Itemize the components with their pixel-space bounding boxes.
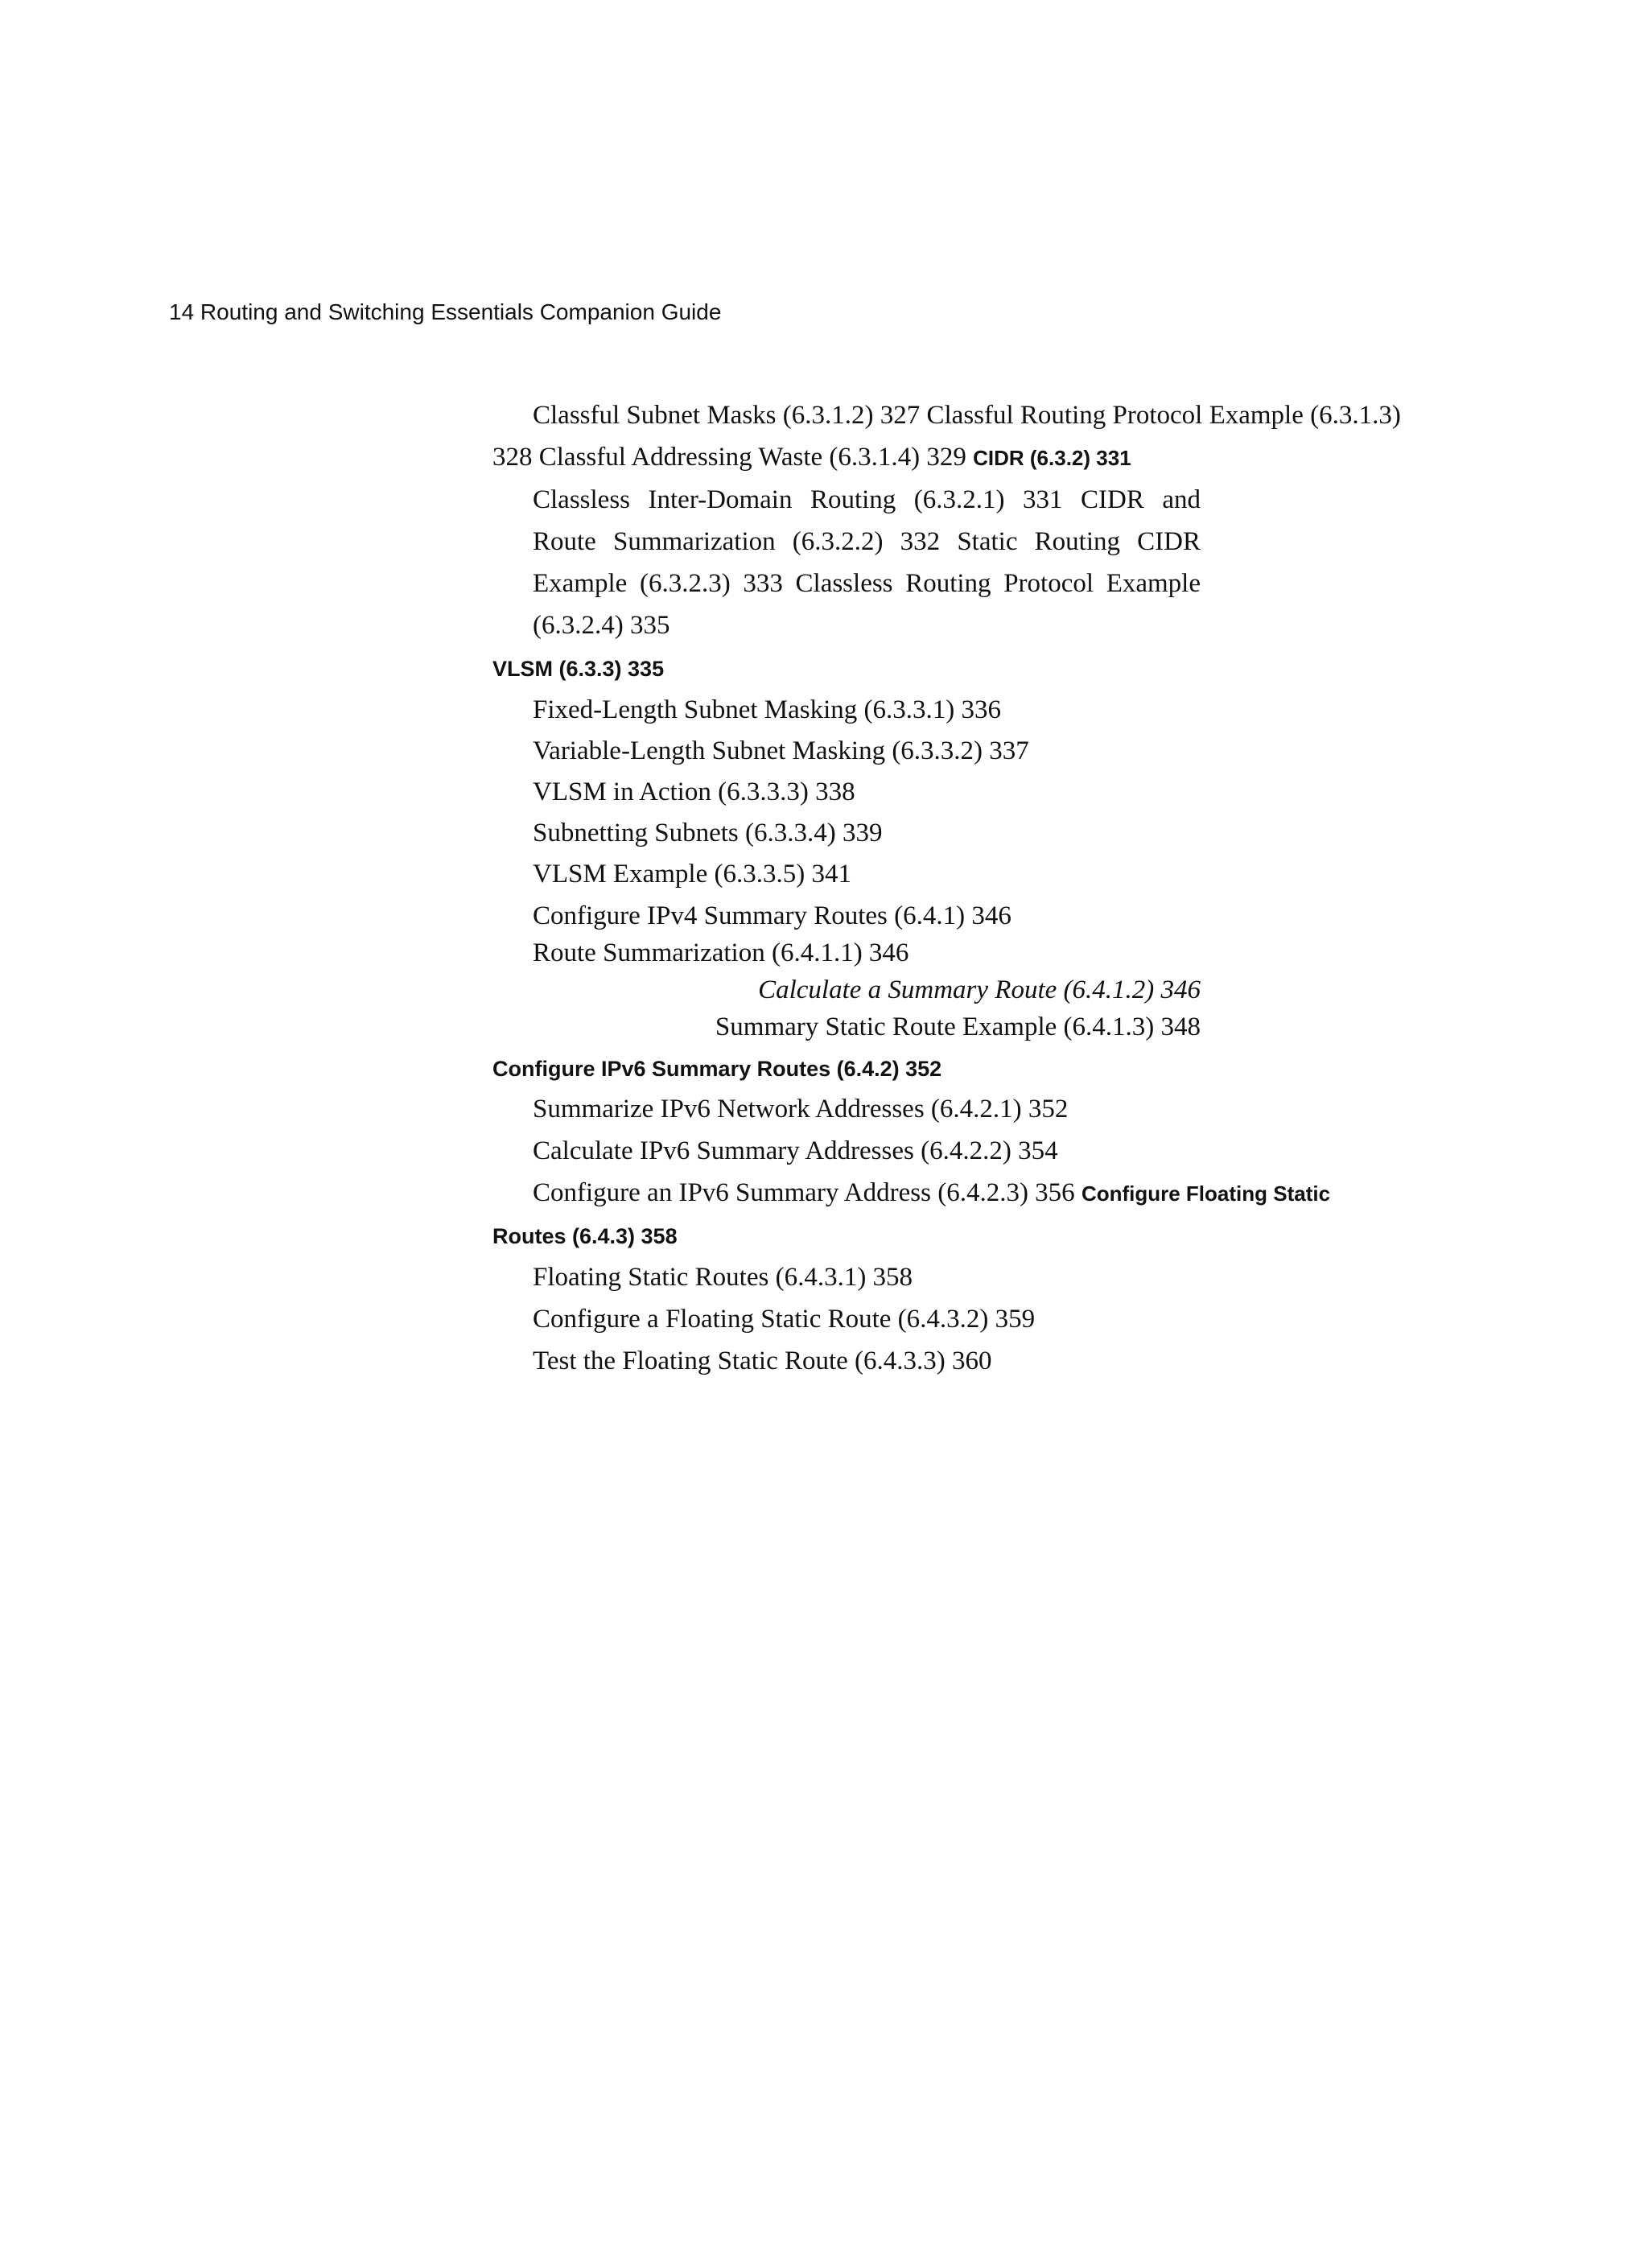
toc-line [492,444,1131,471]
toc-entry: Floating Static Routes (6.4.3.1) 358 [533,1263,913,1292]
toc-section-heading: Configure IPv6 Summary Routes (6.4.2) 352 [492,1057,942,1081]
toc-entry: Summary Static Route Example (6.4.1.3) 348 [715,1012,1201,1041]
toc-section-heading: Routes (6.4.3) 358 [492,1224,678,1248]
toc-entry: VLSM Example (6.3.3.5) 341 [533,860,851,889]
toc-entry: Configure an IPv6 Summary Address (6.4.2.3) 356 [533,1178,1075,1207]
toc-section-heading: VLSM (6.3.3) 335 [492,657,665,681]
toc-entry: Test the Floating Static Route (6.4.3.3) 360 [533,1346,992,1375]
toc-entry: Configure a Floating Static Route (6.4.3.2) 359 [533,1305,1036,1334]
toc-entry: Subnetting Subnets (6.3.3.4) 339 [533,819,883,847]
running-head: 14 Routing and Switching Essentials Companion Guide [169,299,722,324]
toc-entry: VLSM in Action (6.3.3.3) 338 [533,777,855,806]
toc-entry: Fixed-Length Subnet Masking (6.3.3.1) 336 [533,695,1002,724]
toc-entry: Calculate IPv6 Summary Addresses (6.4.2.2) 354 [533,1136,1058,1165]
toc-entry: 328 Classful Addressing Waste (6.3.1.4) 329 [492,443,966,472]
toc-paragraph: Classless Inter-Domain Routing (6.3.2.1) 331 CIDR and Route Summarization (6.3.2.2) 332 Static Routing CIDR Example (6.3.2.3) 333 Classless Routing Protocol Example (6.3.2.4) 335 [533,485,1201,640]
toc-line [533,1180,1330,1206]
toc-entry: Variable-Length Subnet Masking (6.3.3.2) 337 [533,736,1029,765]
toc-section-heading: Configure Floating Static [1081,1181,1331,1206]
toc-section-heading: CIDR (6.3.2) 331 [973,446,1131,470]
toc-entry: Configure IPv4 Summary Routes (6.4.1) 346 [533,901,1011,930]
toc-entry: Calculate a Summary Route (6.4.1.2) 346 [758,975,1201,1004]
toc-entry: Route Summarization (6.4.1.1) 346 [533,938,909,967]
toc-line: Classful Subnet Masks (6.3.1.2) 327 Classful Routing Protocol Example (6.3.1.3) [533,401,1401,430]
toc-entry: Summarize IPv6 Network Addresses (6.4.2.1) 352 [533,1095,1069,1124]
